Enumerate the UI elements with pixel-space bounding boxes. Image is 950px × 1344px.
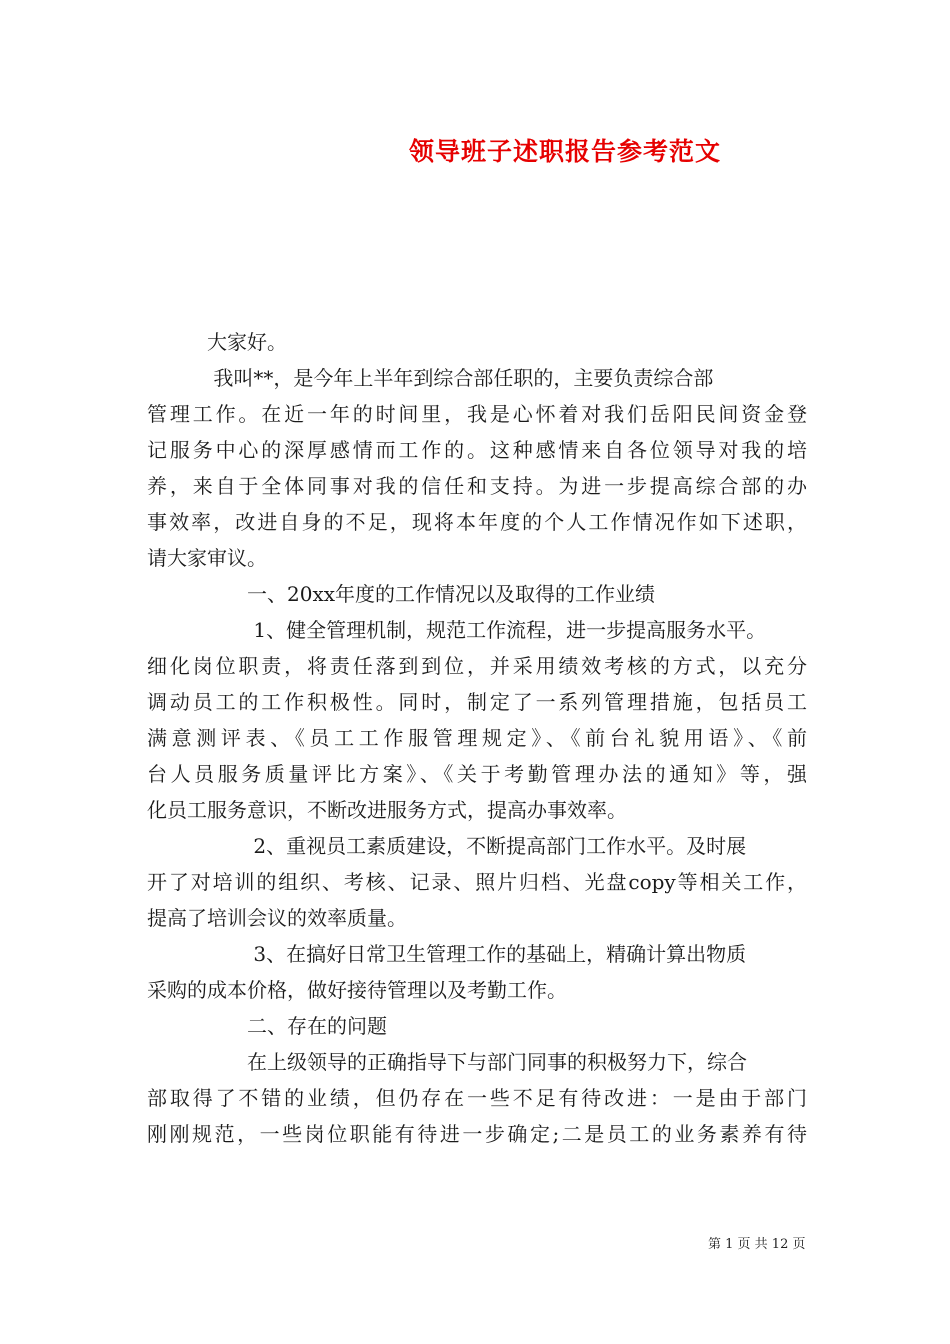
text-line: 满意测评表、《员工工作服管理规定》、《前台礼貌用语》、《前 xyxy=(147,726,807,750)
text-line: 请大家审议。 xyxy=(147,546,267,570)
text-line: 养，来自于全体同事对我的信任和支持。为进一步提高综合部的办 xyxy=(147,474,807,498)
document-title: 领导班子述职报告参考范文 xyxy=(408,137,721,166)
text-line: 化员工服务意识，不断改进服务方式，提高办事效率。 xyxy=(147,798,627,822)
text-line: 3、在搞好日常卫生管理工作的基础上，精确计算出物质 xyxy=(147,942,747,966)
text-line: 我叫**，是今年上半年到综合部任职的，主要负责综合部 xyxy=(147,366,714,390)
text-line: 采购的成本价格，做好接待管理以及考勤工作。 xyxy=(147,978,567,1002)
text-line: 1、健全管理机制，规范工作流程，进一步提高服务水平。 xyxy=(147,618,767,642)
text-line: 部取得了不错的业绩，但仍存在一些不足有待改进：一是由于部门 xyxy=(147,1086,807,1110)
text-line: 管理工作。在近一年的时间里，我是心怀着对我们岳阳民间资金登 xyxy=(147,402,807,426)
text-line: 刚刚规范，一些岗位职能有待进一步确定;二是员工的业务素养有待 xyxy=(147,1122,807,1146)
document-body xyxy=(147,324,807,1152)
page-number: 第 1 页 共 12 页 xyxy=(708,1237,806,1252)
text-line: 开了对培训的组织、考核、记录、照片归档、光盘copy等相关工作， xyxy=(147,870,807,894)
text-line: 2、重视员工素质建设，不断提高部门工作水平。及时展 xyxy=(147,834,747,858)
text-line: 大家好。 xyxy=(147,330,287,354)
text-line: 记服务中心的深厚感情而工作的。这种感情来自各位领导对我的培 xyxy=(147,438,807,462)
text-line: 调动员工的工作积极性。同时，制定了一系列管理措施，包括员工 xyxy=(147,690,807,714)
text-line: 提高了培训会议的效率质量。 xyxy=(147,906,407,930)
section-heading: 二、存在的问题 xyxy=(147,1014,387,1038)
text-line: 细化岗位职责，将责任落到到位，并采用绩效考核的方式，以充分 xyxy=(147,654,807,678)
text-line: 事效率，改进自身的不足，现将本年度的个人工作情况作如下述职， xyxy=(147,510,807,534)
text-line: 在上级领导的正确指导下与部门同事的积极努力下，综合 xyxy=(147,1050,747,1074)
section-heading: 一、20xx年度的工作情况以及取得的工作业绩 xyxy=(147,582,656,606)
text-line: 台人员服务质量评比方案》、《关于考勤管理办法的通知》等，强 xyxy=(147,762,807,786)
